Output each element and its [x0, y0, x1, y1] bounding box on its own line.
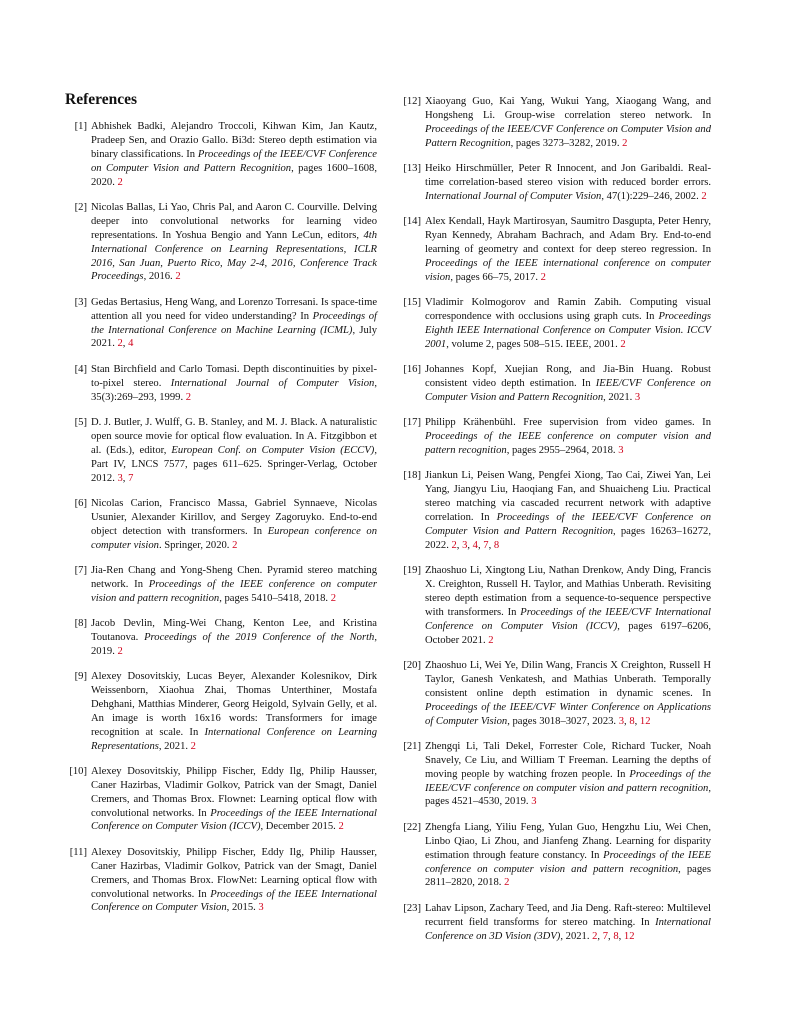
reference-text: , — [122, 338, 129, 350]
backref-page-link[interactable]: 2 — [701, 190, 707, 202]
reference-venue: Proceedings of the IEEE/CVF conference on computer vision and pattern recognition — [425, 768, 711, 794]
reference-text: , 35(3):269–293, 1999. — [91, 377, 377, 403]
reference-entry — [397, 162, 711, 204]
reference-text: , — [634, 715, 640, 727]
reference-venue: European Conf. on Computer Vision (ECCV) — [171, 444, 375, 456]
reference-text: , pages 5410–5418, 2018. — [219, 592, 331, 604]
reference-number: [11] — [69, 846, 87, 858]
reference-text: Alex Kendall, Hayk Martirosyan, Saumitro Dasgupta, Peter Henry, Ryan Kennedy, Abraham Bachrach, and Adam Bry. End-to-end learning of geometry and context for deep stereo regression. In — [425, 216, 711, 255]
references-heading: References — [65, 91, 138, 108]
reference-text: Heiko Hirschmüller, Peter R Innocent, and Jon Garibaldi. Real-time correlation-based stereo vision with reduced border errors. — [425, 163, 711, 188]
reference-entry — [63, 201, 377, 284]
reference-number: [23] — [403, 902, 421, 914]
backref-page-link[interactable]: 3 — [618, 715, 625, 727]
reference-number: [19] — [403, 565, 421, 577]
backref-page-link[interactable]: 2 — [622, 137, 628, 149]
reference-entry — [63, 296, 377, 352]
reference-venue: Proceedings of the 2019 Conference of the North — [144, 631, 375, 643]
backref-page-link[interactable]: 2 — [185, 391, 192, 403]
reference-entry — [397, 215, 711, 285]
reference-number: [2] — [74, 201, 87, 213]
reference-number: [18] — [403, 470, 421, 482]
reference-text: Zhengqi Li, Tali Dekel, Forrester Cole, Richard Tucker, Noah Snavely, Ce Liu, and William T Freeman. Learning the depths of moving people by watching frozen people. In — [425, 740, 711, 780]
backref-page-link[interactable]: 2 — [117, 176, 123, 188]
reference-entry — [397, 95, 711, 151]
reference-text: Nicolas Ballas, Li Yao, Chris Pal, and Aaron C. Courville. Delving deeper into convolutional networks for learning video representations. In Yoshua Bengio and Yann LeCun, editors, — [91, 201, 377, 241]
backref-page-link[interactable]: 2 — [190, 740, 196, 752]
backref-page-link[interactable]: 2 — [330, 592, 337, 604]
reference-venue: Proceedings of the IEEE conference on computer vision and pattern recognition — [425, 849, 711, 875]
backref-page-link[interactable]: 2 — [117, 338, 123, 350]
reference-venue: International Journal of Computer Vision — [425, 190, 602, 202]
backref-page-link[interactable]: 12 — [623, 930, 635, 942]
reference-entry — [63, 564, 377, 606]
reference-text: , 2021. — [158, 740, 191, 752]
reference-text: Alexey Dosovitskiy, Philipp Fischer, Eddy Ilg, Philip Hausser, Caner Hazirbas, Vladimir Golkov, Patrick van der Smagt, Daniel Cremers, and Thomas Brox. FlowNet: Learning optical flow with convolutional networks. In — [91, 846, 377, 900]
reference-entry — [63, 120, 377, 190]
reference-text: Vladimir Kolmogorov and Ramin Zabih. Computing visual correspondence with occlusions using graph cuts. In — [425, 297, 711, 322]
reference-text: , 2021. — [560, 930, 593, 942]
backref-page-link[interactable]: 8 — [629, 715, 635, 727]
reference-venue: Proceedings of the IEEE international conference on computer vision — [425, 257, 711, 283]
reference-venue: International Conference on Learning Representations — [91, 726, 377, 752]
reference-number: [8] — [74, 617, 87, 629]
reference-text: , pages 66–75, 2017. — [450, 271, 541, 283]
reference-entry — [63, 765, 377, 835]
reference-text: , July 2021. — [91, 324, 377, 350]
reference-entry — [63, 497, 377, 553]
reference-text: , — [456, 539, 463, 551]
reference-number: [10] — [69, 765, 87, 777]
reference-text: , — [122, 472, 129, 484]
reference-entry — [397, 363, 711, 405]
reference-venue: Proceedings of the IEEE conference on computer vision and pattern recognition — [91, 578, 377, 604]
backref-page-link[interactable]: 2 — [540, 271, 546, 283]
reference-text: , — [624, 715, 630, 727]
backref-page-link[interactable]: 3 — [117, 472, 123, 484]
reference-entry — [397, 902, 711, 944]
backref-page-link[interactable]: 2 — [232, 539, 238, 551]
reference-venue: Proceedings of the IEEE International Conference on Computer Vision (ICCV) — [91, 807, 378, 833]
reference-number: [14] — [403, 216, 421, 228]
reference-venue: Proceedings of the IEEE/CVF Conference on Computer Vision and Pattern Recognition — [91, 148, 377, 174]
backref-page-link[interactable]: 2 — [175, 271, 181, 283]
reference-venue: European conference on computer vision — [91, 525, 377, 551]
backref-page-link[interactable]: 3 — [462, 539, 468, 551]
reference-text: Stan Birchfield and Carlo Tomasi. Depth discontinuities by pixel-to-pixel stereo. — [91, 363, 377, 389]
backref-page-link[interactable]: 4 — [128, 338, 134, 350]
reference-text: Nicolas Carion, Francisco Massa, Gabriel Synnaeve, Nicolas Usunier, Alexander Kirillov, and Sergey Zagoruyko. End-to-end object detection with transformers. In — [91, 497, 377, 537]
reference-text: , pages 1600–1608, 2020. — [91, 162, 377, 188]
backref-page-link[interactable]: 2 — [592, 930, 598, 942]
reference-text: Jacob Devlin, Ming-Wei Chang, Kenton Lee, and Kristina Toutanova. — [91, 617, 377, 643]
reference-number: [16] — [403, 364, 421, 376]
backref-page-link[interactable]: 8 — [613, 930, 619, 942]
reference-text: , pages 2811–2820, 2018. — [425, 863, 711, 889]
backref-page-link[interactable]: 7 — [602, 930, 609, 942]
reference-entry — [63, 363, 377, 405]
reference-text: Xiaoyang Guo, Kai Yang, Wukui Yang, Xiaogang Wang, and Hongsheng Li. Group-wise correlation stereo network. In — [425, 96, 711, 121]
reference-text: Johannes Kopf, Xuejian Rong, and Jia-Bin Huang. Robust consistent video depth estimation. In — [425, 364, 711, 389]
reference-text: , Part IV, LNCS 7577, pages 611–625. Springer-Verlag, October 2012. — [91, 444, 377, 484]
reference-venue: IEEE/CVF Conference on Computer Vision and Pattern Recognition — [425, 377, 711, 403]
reference-text: . Springer, 2020. — [158, 539, 233, 551]
backref-page-link[interactable]: 4 — [472, 539, 478, 551]
reference-text: , — [608, 930, 614, 942]
backref-page-link[interactable]: 3 — [258, 902, 264, 914]
reference-text: Gedas Bertasius, Heng Wang, and Lorenzo Torresani. Is space-time attention all you need for video understanding? In — [91, 296, 378, 322]
reference-text: , — [477, 539, 484, 551]
reference-number: [13] — [403, 163, 421, 175]
reference-entry — [397, 564, 711, 647]
reference-text: , — [618, 930, 624, 942]
reference-text: Zhengfa Liang, Yiliu Feng, Yulan Guo, Hengzhu Liu, Wei Chen, Linbo Qiao, Li Zhou, and Jianfeng Zhang. Learning for disparity estimation through feature constancy. In — [425, 821, 711, 861]
reference-text: , — [597, 930, 603, 942]
reference-number: [22] — [403, 821, 421, 833]
reference-entry — [63, 670, 377, 753]
references-column-left — [63, 95, 377, 927]
reference-entry — [63, 617, 377, 659]
backref-page-link[interactable]: 2 — [451, 539, 457, 551]
reference-venue: Proceedings of the International Conference on Machine Learning (ICML) — [91, 310, 378, 336]
backref-page-link[interactable]: 7 — [483, 539, 489, 551]
reference-text: , December 2015. — [260, 821, 339, 833]
reference-number: [12] — [403, 96, 421, 107]
reference-entry — [63, 846, 377, 916]
reference-text: Alexey Dosovitskiy, Lucas Beyer, Alexander Kolesnikov, Dirk Weissenborn, Xiaohua Zhai, Thomas Unterthiner, Mostafa Dehghani, Matthias Minderer, Georg Heigold, Sylvain Gelly, et al. An image is worth 16x16 words: Transformers for image recognition at scale. In — [91, 671, 377, 738]
reference-text: , 2015. — [226, 902, 259, 914]
reference-text: , 2019. — [91, 631, 377, 657]
reference-venue: Proceedings Eighth IEEE International Conference on Computer Vision. ICCV 2001 — [425, 310, 711, 350]
reference-number: [6] — [74, 497, 87, 509]
backref-page-link[interactable]: 2 — [488, 634, 494, 646]
reference-text: , volume 2, pages 508–515. IEEE, 2001. — [446, 338, 621, 350]
reference-number: [3] — [74, 296, 87, 308]
backref-page-link[interactable]: 2 — [117, 645, 123, 657]
reference-text: Philipp Krähenbühl. Free supervision from video games. In — [425, 417, 711, 429]
reference-number: [1] — [74, 121, 87, 132]
reference-text: , pages 3273–3282, 2019. — [510, 137, 623, 149]
reference-number: [21] — [403, 740, 421, 752]
references-column-right — [397, 95, 711, 955]
backref-page-link[interactable]: 2 — [504, 877, 510, 889]
reference-number: [9] — [74, 671, 87, 683]
reference-venue: Proceedings of the IEEE/CVF Conference on Computer Vision and Pattern Recognition — [425, 123, 711, 149]
reference-entry — [397, 740, 711, 810]
reference-text: , pages 3018–3027, 2023. — [507, 715, 619, 727]
reference-entry — [397, 296, 711, 352]
backref-page-link[interactable]: 2 — [338, 821, 344, 833]
reference-text: Jiankun Li, Peisen Wang, Pengfei Xiong, Tao Cai, Ziwei Yan, Lei Yang, Jiangyu Liu, Haoqiang Fan, and Shuaicheng Liu. Practical stereo matching via cascaded recurrent network with adaptive correlation. In — [425, 470, 711, 523]
reference-text: , pages 16263–16272, 2022. — [425, 525, 711, 551]
reference-text: , pages 6197–6206, October 2021. — [425, 620, 711, 646]
reference-number: [20] — [403, 659, 421, 671]
reference-text: Zhaoshuo Li, Wei Ye, Dilin Wang, Francis X Creighton, Russell H Taylor, Ganesh Venkatesh, and Mathias Unberath. Temporally consistent online depth estimation in dynamic scenes. In — [425, 659, 711, 699]
reference-number: [15] — [403, 297, 421, 309]
reference-text: Jia-Ren Chang and Yong-Sheng Chen. Pyramid stereo matching network. In — [91, 564, 377, 590]
reference-text: D. J. Butler, J. Wulff, G. B. Stanley, and M. J. Black. A naturalistic open source movie for optical flow evaluation. In A. Fitzgibbon et al. (Eds.), editor, — [91, 416, 377, 456]
reference-text: Zhaoshuo Li, Xingtong Liu, Nathan Drenkow, Andy Ding, Francis X. Creighton, Russell H. Taylor, and Mathias Unberath. Revisiting stereo depth estimation from a sequence-to-sequence perspective with transformers. In — [425, 565, 711, 618]
reference-number: [4] — [74, 363, 87, 375]
backref-page-link[interactable]: 3 — [531, 796, 537, 808]
backref-page-link[interactable]: 3 — [634, 391, 641, 403]
reference-text: , 47(1):229–246, 2002. — [601, 190, 702, 202]
reference-venue: 4th International Conference on Learning Representations, ICLR 2016, San Juan, Puerto Rico, May 2-4, 2016, Conference Track Proceedings — [91, 229, 377, 283]
reference-text: , pages 2955–2964, 2018. — [506, 444, 619, 456]
backref-page-link[interactable]: 2 — [620, 338, 626, 350]
reference-venue: Proceedings of the IEEE/CVF Winter Conference on Applications of Computer Vision — [425, 701, 711, 727]
reference-number: [17] — [403, 417, 421, 429]
reference-text: Lahav Lipson, Zachary Teed, and Jia Deng. Raft-stereo: Multilevel recurrent field transforms for stereo matching. In — [425, 902, 711, 928]
reference-venue: Proceedings of the IEEE International Conference on Computer Vision — [91, 888, 378, 914]
reference-text: , 2021. — [603, 391, 635, 403]
backref-page-link[interactable]: 3 — [618, 444, 624, 456]
reference-text: , — [488, 539, 494, 551]
reference-number: [5] — [74, 416, 87, 428]
reference-number: [7] — [74, 564, 87, 576]
backref-page-link[interactable]: 8 — [493, 539, 500, 551]
reference-text: , pages 4521–4530, 2019. — [425, 782, 711, 808]
reference-entry — [397, 659, 711, 729]
reference-text: Abhishek Badki, Alejandro Troccoli, Kihwan Kim, Jan Kautz, Pradeep Sen, and Orazio Gallo. Bi3d: Stereo depth estimation via binary classifications. In — [91, 121, 377, 160]
reference-text: , 2016. — [143, 271, 176, 283]
backref-page-link[interactable]: 7 — [128, 472, 134, 484]
reference-text: , — [467, 539, 473, 551]
reference-entry — [397, 416, 711, 458]
backref-page-link[interactable]: 12 — [639, 715, 651, 727]
reference-entry — [397, 469, 711, 552]
reference-entry — [63, 416, 377, 486]
reference-venue: Proceedings of the IEEE conference on computer vision and pattern recognition — [425, 431, 711, 456]
reference-venue: International Journal of Computer Vision — [170, 377, 375, 389]
reference-venue: Proceedings of the IEEE/CVF Conference on Computer Vision and Pattern Recognition — [425, 512, 711, 537]
reference-text: Alexey Dosovitskiy, Philipp Fischer, Eddy Ilg, Philip Hausser, Caner Hazirbas, Vladimir Golkov, Patrick van der Smagt, Daniel Cremers, and Thomas Brox. Flownet: Learning optical flow with convolutional networks. In — [91, 765, 377, 819]
reference-venue: International Conference on 3D Vision (3DV) — [425, 916, 711, 942]
reference-entry — [397, 821, 711, 891]
reference-venue: Proceedings of the IEEE/CVF International Conference on Computer Vision (ICCV) — [425, 606, 711, 632]
